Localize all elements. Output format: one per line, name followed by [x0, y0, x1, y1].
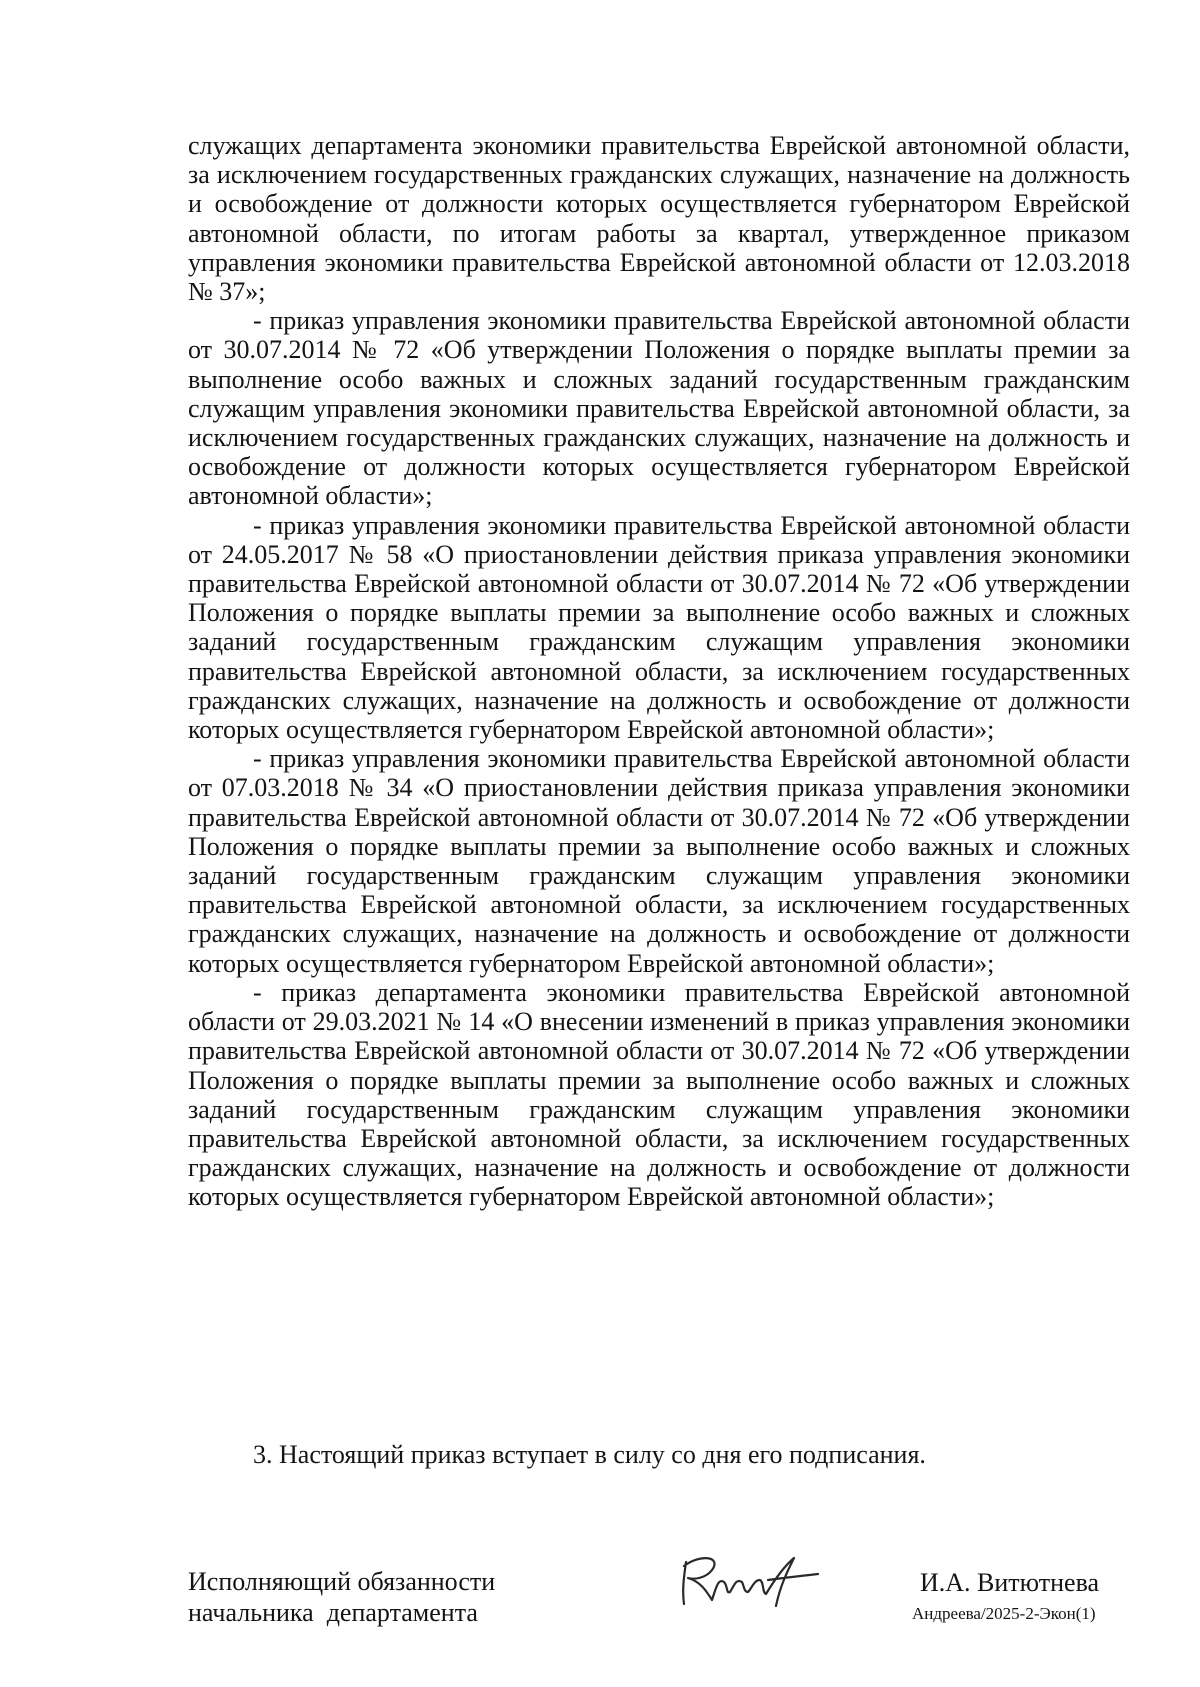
signatory-title	[188, 1566, 588, 1628]
signatory-title-line-1: Исполняющий обязанности	[188, 1567, 496, 1596]
paragraph-order-2017-58: - приказ управления экономики правительства Еврейской автономной области от 24.05.2017 № 58 «О приостановлении действия приказа управления экономики правительства Еврейской автономной области от 30.07.2014 № 72 «Об утверждении Положения о порядке выплаты премии за выполнение особо важных и сложных заданий государственным гражданским служащим управления экономики правительства Еврейской автономной области, за исключением государственных гражданских служащих, назначение на должность и освобождение от должности которых осуществляется губернатором Еврейской автономной области»;	[188, 510, 1130, 745]
paragraph-order-2018-34: - приказ управления экономики правительства Еврейской автономной области от 07.03.2018 № 34 «О приостановлении действия приказа управления экономики правительства Еврейской автономной области от 30.07.2014 № 72 «Об утверждении Положения о порядке выплаты премии за выполнение особо важных и сложных заданий государственным гражданским служащим управления экономики правительства Еврейской автономной области, за исключением государственных гражданских служащих, назначение на должность и освобождение от должности которых осуществляется губернатором Еврейской автономной области»;	[188, 744, 1130, 978]
paragraph-order-2021-14: - приказ департамента экономики правительства Еврейской автономной области от 29.03.2021 № 14 «О внесении изменений в приказ управления экономики правительства Еврейской автономной области от 30.07.2014 № 72 «Об утверждении Положения о порядке выплаты премии за выполнение особо важных и сложных заданий государственным гражданским служащим управления экономики правительства Еврейской автономной области, за исключением государственных гражданских служащих, назначение на должность и освобождение от должности которых осуществляется губернатором Еврейской автономной области»;	[188, 977, 1130, 1212]
signatory-title-line-2: начальника департамента	[188, 1598, 478, 1627]
paragraph-continuation: служащих департамента экономики правительства Еврейской автономной области, за исключением государственных гражданских служащих, назначение на должность и освобождение от должности которых осуществляется губернатором Еврейской автономной области, по итогам работы за квартал, утвержденное приказом управления экономики правительства Еврейской автономной области от 12.03.2018 № 37»;	[188, 131, 1130, 307]
signatory-name: И.А. Витютнева	[920, 1568, 1100, 1597]
paragraph-order-2014-72: - приказ управления экономики правительства Еврейской автономной области от 30.07.2014 № 72 «Об утверждении Положения о порядке выплаты премии за выполнение особо важных и сложных заданий государственным гражданским служащим управления экономики правительства Еврейской автономной области, за исключением государственных гражданских служащих, назначение на должность и освобождение от должности которых осуществляется губернатором Еврейской автономной области»;	[188, 306, 1130, 511]
executor-reference: Андреева/2025-2-Экон(1)	[912, 1604, 1096, 1623]
document-body	[188, 131, 1130, 1212]
handwritten-signature	[672, 1548, 822, 1610]
closing-paragraph: 3. Настоящий приказ вступает в силу со дня его подписания.	[253, 1440, 926, 1469]
